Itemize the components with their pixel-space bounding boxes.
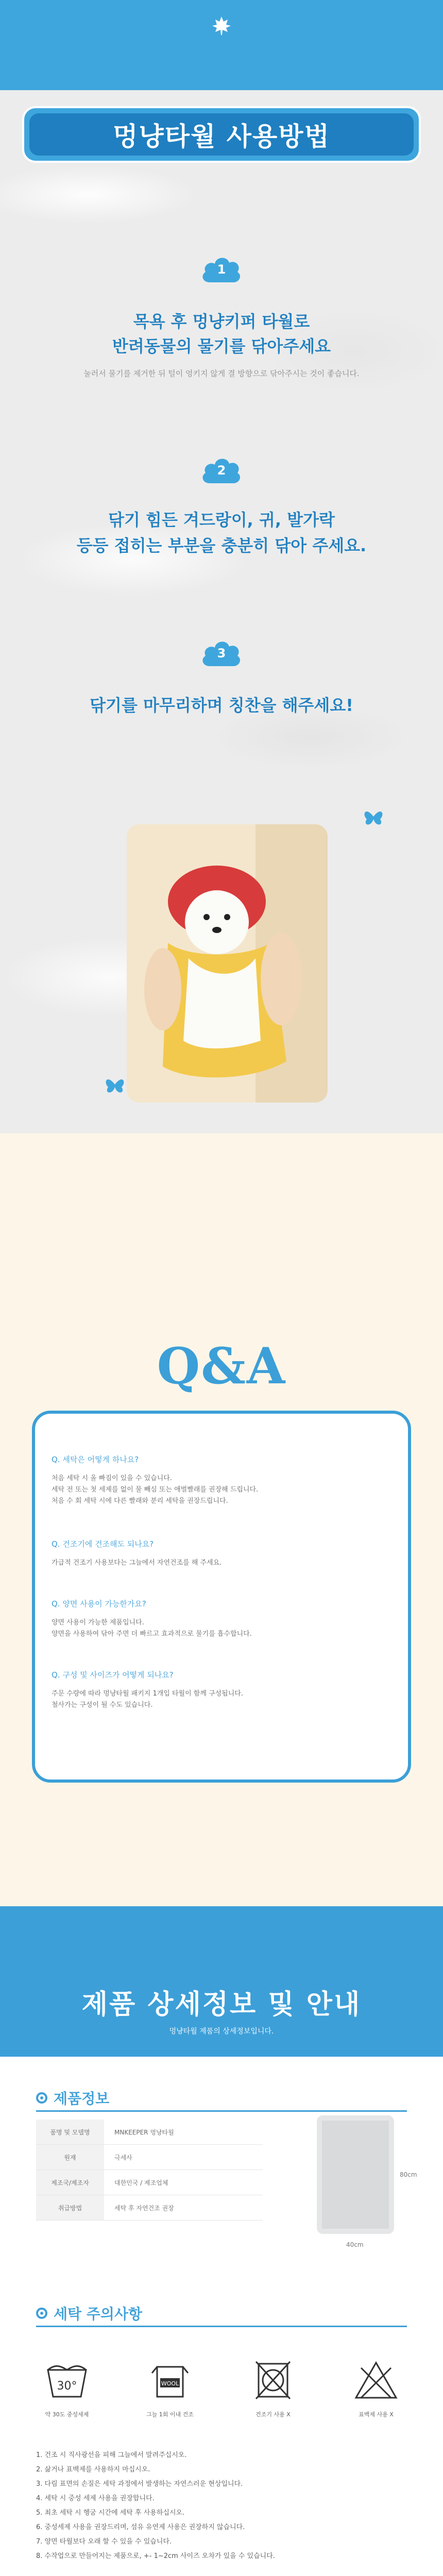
list-item: 1. 건조 시 직사광선을 피해 그늘에서 말려주십시오.: [36, 2451, 187, 2459]
qa-question: Q. 건조기에 건조해도 되나요?: [52, 1539, 154, 1549]
step-1-line-1: 목욕 후 멍냥키퍼 타월로: [133, 312, 310, 331]
target-icon: [36, 2092, 47, 2104]
dog-towel-photo: [127, 824, 328, 1103]
care-item: [345, 2360, 407, 2418]
list-item: 5. 최초 세탁 시 헹굼 시간에 세탁 후 사용하십시오.: [36, 2509, 185, 2517]
qa-question: Q. 양면 사용이 가능한가요?: [52, 1599, 146, 1608]
qa-answer: 양면 사용이 가능한 제품입니다. 양면을 사용하여 닦아 주면 더 빠르고 효과적으로 물기를 흡수합니다.: [52, 1619, 252, 1638]
spec-value: 대한민국 / 제조업체: [104, 2170, 263, 2195]
list-item: 2. 삶거나 표백제를 사용하지 마십시오.: [36, 2466, 150, 2473]
care-item: [242, 2360, 304, 2418]
dog-in-towel-image: [127, 824, 328, 1103]
list-item: 6. 중성세제 사용을 권장드리며, 섬유 유연제 사용은 권장하지 않습니다.: [36, 2523, 245, 2531]
step-badge-1: [198, 252, 245, 289]
no-bleach-icon: [353, 2360, 399, 2401]
step-2-line-2: 등등 접히는 부분을 충분히 닦아 주세요.: [76, 536, 367, 555]
spec-table: [36, 2120, 263, 2221]
target-icon: [36, 2308, 47, 2319]
spec-heading: [36, 2088, 109, 2108]
step-3-line-1: 닦기를 마무리하며 칭찬을 해주세요!: [90, 696, 353, 715]
care-icons: [36, 2360, 407, 2418]
care-heading-label: 세탁 주의사항: [54, 2306, 143, 2323]
care-label: 약 30도 중성세제: [45, 2411, 89, 2418]
step-badge-2: [198, 453, 245, 489]
table-row: [36, 2120, 263, 2145]
spec-key: 원재: [36, 2145, 104, 2170]
care-notes-list: [36, 2448, 407, 2564]
spec-heading-label: 제품정보: [54, 2090, 110, 2107]
qa-answer: 가급적 건조기 사용보다는 그늘에서 자연건조를 해 주세요.: [52, 1559, 222, 1567]
usage-title: 멍냥타월 사용방법: [113, 122, 330, 151]
butterfly-icon: [102, 1072, 128, 1097]
no-tumble-dry-icon: [250, 2360, 296, 2401]
wash-temp: 30°: [57, 2380, 77, 2393]
step-number-3: 3: [217, 646, 226, 660]
step-1-line-2: 반려동물의 물기를 닦아주세요: [112, 336, 331, 356]
care-item: [139, 2360, 201, 2418]
spec-key: 제조국/제조자: [36, 2170, 104, 2195]
dry-shade-icon: [147, 2360, 193, 2401]
butterfly-icon: [361, 804, 386, 829]
care-label: 그늘 1회 이내 건조: [146, 2411, 194, 2418]
qa-question: Q. 구성 및 사이즈가 어떻게 되나요?: [52, 1670, 174, 1680]
maple-leaf-icon: [211, 15, 232, 36]
table-row: [36, 2145, 263, 2170]
usage-title-box: [22, 106, 421, 163]
spec-value: 극세사: [104, 2145, 263, 2170]
care-label: 표백제 사용 X: [359, 2411, 394, 2418]
towel-illustration: [317, 2115, 394, 2234]
step-1-note: 눌러서 물기를 제거한 뒤 털이 엉키지 않게 결 방향으로 닦아주시는 것이 좋습니다.: [83, 369, 360, 378]
step-2-line-1: 닦기 힘든 겨드랑이, 귀, 발가락: [108, 510, 335, 530]
spec-divider: [36, 2110, 407, 2112]
details-subtitle: 멍냥타월 제품의 상세정보입니다.: [169, 2027, 274, 2036]
qa-answer: 주문 수량에 따라 멍냥타월 패키지 1개입 타월이 함께 구성됩니다. 철사가는 구성이 될 수도 있습니다.: [52, 1690, 243, 1709]
qa-question: Q. 세탁은 어떻게 하나요?: [52, 1455, 139, 1464]
details-header: [0, 1906, 443, 2057]
step-number-2: 2: [217, 463, 226, 478]
list-item: 4. 세탁 시 중성 세제 사용을 권장합니다.: [36, 2495, 155, 2502]
details-title: 제품 상세정보 및 안내: [81, 1989, 362, 2020]
usage-section: [0, 0, 443, 1133]
dimension-height: 80cm: [400, 2171, 417, 2178]
table-row: [36, 2170, 263, 2195]
list-item: 7. 양면 타월보다 오래 할 수 있을 수 있습니다.: [36, 2538, 172, 2546]
care-item: [36, 2360, 98, 2418]
dimension-width: 40cm: [346, 2241, 364, 2248]
list-item: 8. 수작업으로 만들어지는 제품으로, +- 1~2cm 사이즈 오차가 있을 수 있습니다.: [36, 2552, 275, 2560]
qna-section: [0, 1133, 443, 1906]
qa-item: [52, 1454, 381, 1507]
step-number-1: 1: [217, 262, 226, 277]
step-badge-3: [198, 636, 245, 672]
spec-value: 세탁 후 자연건조 권장: [104, 2195, 263, 2221]
care-label: 건조기 사용 X: [255, 2411, 291, 2418]
qa-item: [52, 1598, 381, 1640]
qa-answer: 처음 세탁 시 올 빠짐이 있을 수 있습니다. 세탁 전 또는 첫 세제를 없이 물 빼심 또는 애벌빨래를 권장해 드립니다. 처음 수 회 세탁 시에 다른 빨래와 분리 세탁을 권장드립니다.: [52, 1475, 259, 1505]
care-divider: [36, 2326, 407, 2327]
wash-30-icon: [44, 2360, 90, 2401]
spec-value: MNKEEPER 멍냥타월: [104, 2120, 263, 2145]
details-section: [0, 1906, 443, 2576]
spec-key: 취급방법: [36, 2195, 104, 2221]
qa-item: [52, 1669, 381, 1711]
qna-title: Q&A: [157, 1337, 286, 1395]
table-row: [36, 2195, 263, 2221]
list-item: 3. 다림 표면의 손질은 세탁 과정에서 발생하는 자연스러운 현상입니다.: [36, 2480, 243, 2488]
care-heading: [36, 2303, 142, 2324]
wool-text: WOOL: [161, 2380, 179, 2387]
spec-key: 품명 및 모델명: [36, 2120, 104, 2145]
qa-item: [52, 1538, 381, 1569]
usage-top-band: [0, 0, 443, 90]
